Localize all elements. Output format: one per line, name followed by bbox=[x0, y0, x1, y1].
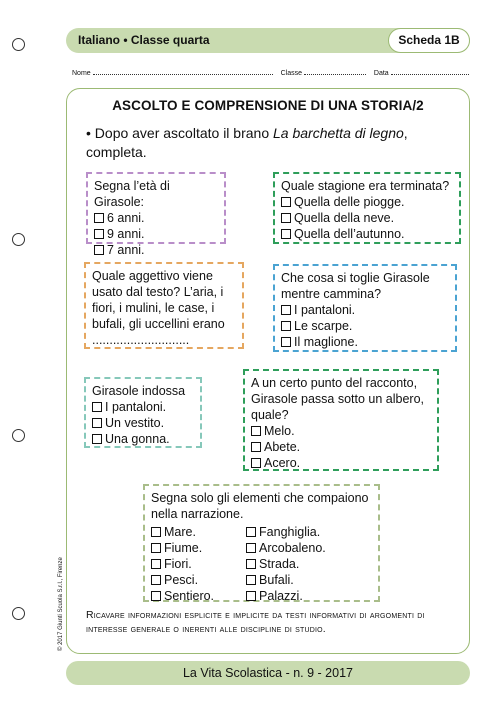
question-text: Segna solo gli elementi che compaiono nella narrazione. bbox=[151, 491, 369, 521]
question-tree bbox=[243, 369, 439, 471]
option[interactable]: I pantaloni. bbox=[92, 399, 194, 415]
checkbox[interactable] bbox=[92, 418, 102, 428]
option[interactable]: Sentiero. bbox=[151, 588, 214, 604]
checkbox[interactable] bbox=[151, 543, 161, 553]
elements-left-column bbox=[151, 524, 214, 604]
checkbox[interactable] bbox=[251, 426, 261, 436]
instruction-prefix: • Dopo aver ascoltato il brano bbox=[86, 125, 274, 141]
date-field[interactable] bbox=[391, 69, 469, 75]
option[interactable]: Bufali. bbox=[246, 572, 326, 588]
option[interactable]: 6 anni. bbox=[94, 210, 218, 226]
checkbox[interactable] bbox=[151, 559, 161, 569]
question-removes bbox=[273, 264, 457, 352]
checkbox[interactable] bbox=[246, 591, 256, 601]
elements-right-column bbox=[246, 524, 326, 604]
option[interactable]: Arcobaleno. bbox=[246, 540, 326, 556]
option[interactable]: Fanghiglia. bbox=[246, 524, 326, 540]
date-label: Data bbox=[373, 70, 389, 77]
checkbox[interactable] bbox=[92, 434, 102, 444]
name-label: Nome bbox=[72, 70, 91, 77]
option[interactable]: Quella dell’autunno. bbox=[281, 226, 453, 242]
option[interactable]: Mare. bbox=[151, 524, 214, 540]
checkbox[interactable] bbox=[246, 527, 256, 537]
subject-label: Italiano • Classe quarta bbox=[78, 33, 210, 47]
option[interactable]: Fiume. bbox=[151, 540, 214, 556]
question-text: Segna l’età di Girasole: bbox=[94, 179, 170, 209]
sheet-badge: Scheda 1B bbox=[388, 28, 470, 53]
binder-hole bbox=[12, 233, 25, 246]
binder-hole bbox=[12, 38, 25, 51]
name-row bbox=[72, 69, 470, 77]
option[interactable]: Un vestito. bbox=[92, 415, 194, 431]
checkbox[interactable] bbox=[246, 575, 256, 585]
checkbox[interactable] bbox=[251, 442, 261, 452]
checkbox[interactable] bbox=[151, 527, 161, 537]
option[interactable]: Le scarpe. bbox=[281, 318, 449, 334]
checkbox[interactable] bbox=[246, 559, 256, 569]
option[interactable]: I pantaloni. bbox=[281, 302, 449, 318]
question-adjective bbox=[84, 262, 244, 349]
binder-hole bbox=[12, 429, 25, 442]
page-title: ASCOLTO E COMPRENSIONE DI UNA STORIA/2 bbox=[112, 98, 424, 113]
option[interactable]: Strada. bbox=[246, 556, 326, 572]
checkbox[interactable] bbox=[251, 458, 261, 468]
checkbox[interactable] bbox=[151, 591, 161, 601]
question-text: Che cosa si toglie Girasole mentre cammina? bbox=[281, 271, 430, 301]
question-elements bbox=[143, 484, 380, 602]
learning-objective: Ricavare informazioni esplicite e implicite da testi informativi di argomenti di interesse generale o inerenti alle discipline di studio. bbox=[86, 609, 425, 635]
option[interactable]: Il maglione. bbox=[281, 334, 449, 350]
footer-bar: La Vita Scolastica - n. 9 - 2017 bbox=[66, 661, 470, 685]
checkbox[interactable] bbox=[151, 575, 161, 585]
instruction-suffix: , completa. bbox=[86, 125, 408, 160]
option[interactable]: Quella della neve. bbox=[281, 210, 453, 226]
checkbox[interactable] bbox=[281, 305, 291, 315]
checkbox[interactable] bbox=[281, 197, 291, 207]
option[interactable]: Melo. bbox=[251, 423, 431, 439]
checkbox[interactable] bbox=[246, 543, 256, 553]
class-label: Classe bbox=[280, 70, 302, 77]
question-season bbox=[273, 172, 461, 244]
question-text: Girasole indossa bbox=[92, 384, 186, 398]
question-text: Quale stagione era terminata? bbox=[281, 179, 450, 193]
option[interactable]: Palazzi. bbox=[246, 588, 326, 604]
copyright-notice: © 2017 Giunti Scuola S.r.l., Firenze bbox=[58, 557, 64, 651]
checkbox[interactable] bbox=[281, 321, 291, 331]
option[interactable]: Fiori. bbox=[151, 556, 214, 572]
option[interactable]: 7 anni. bbox=[94, 242, 218, 258]
instruction bbox=[86, 124, 456, 162]
checkbox[interactable] bbox=[281, 213, 291, 223]
question-text: Quale aggettivo viene usato dal testo? L’aria, i fiori, i mulini, le case, i bufali, gli uccellini erano ............................ bbox=[92, 269, 225, 347]
checkbox[interactable] bbox=[281, 229, 291, 239]
option[interactable]: Abete. bbox=[251, 439, 431, 455]
story-title: La barchetta di legno bbox=[273, 125, 404, 141]
checkbox[interactable] bbox=[92, 402, 102, 412]
option[interactable]: 9 anni. bbox=[94, 226, 218, 242]
name-field[interactable] bbox=[93, 69, 273, 75]
binder-hole bbox=[12, 607, 25, 620]
checkbox[interactable] bbox=[94, 213, 104, 223]
option[interactable]: Una gonna. bbox=[92, 431, 194, 447]
option[interactable]: Quella delle piogge. bbox=[281, 194, 453, 210]
question-age bbox=[86, 172, 226, 257]
option[interactable]: Acero. bbox=[251, 455, 431, 471]
option[interactable]: Pesci. bbox=[151, 572, 214, 588]
header-bar bbox=[66, 28, 470, 53]
checkbox[interactable] bbox=[281, 337, 291, 347]
question-text: A un certo punto del racconto, Girasole passa sotto un albero, quale? bbox=[251, 376, 425, 422]
checkbox[interactable] bbox=[94, 245, 104, 255]
question-wears bbox=[84, 377, 202, 448]
checkbox[interactable] bbox=[94, 229, 104, 239]
class-field[interactable] bbox=[304, 69, 366, 75]
